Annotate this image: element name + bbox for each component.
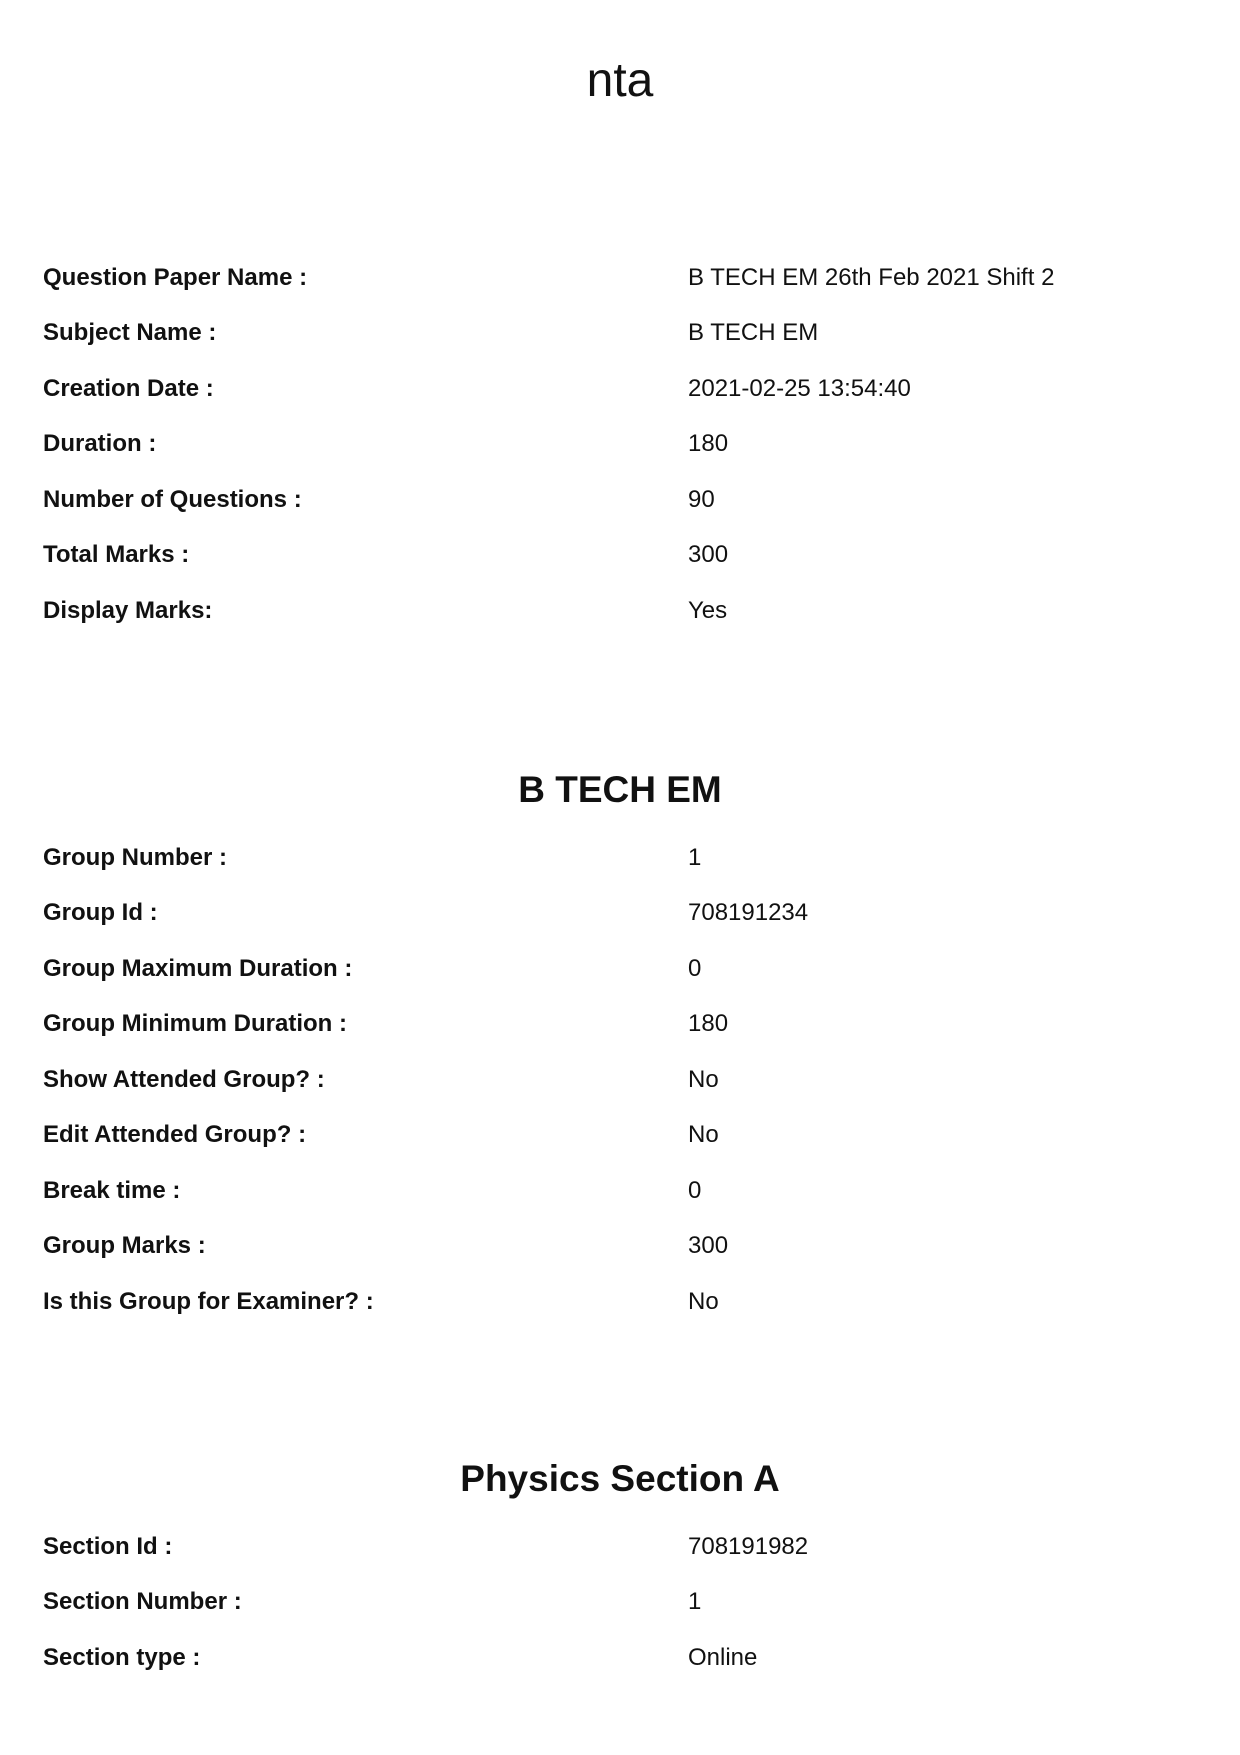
paper-info-row-subject (43, 306, 1193, 362)
break-time-value: 0 (688, 1176, 702, 1204)
duration-label: Duration : (43, 430, 157, 458)
section-id-value: 708191982 (688, 1532, 809, 1560)
group-row-examiner (43, 1274, 1193, 1330)
display-marks-label: Display Marks: (43, 596, 213, 624)
group-info-table (43, 830, 1193, 1330)
creation-date-label: Creation Date : (43, 374, 214, 402)
paper-info-row-display-marks (43, 583, 1193, 639)
show-attended-group-label: Show Attended Group? : (43, 1065, 325, 1093)
group-number-label: Group Number : (43, 843, 227, 871)
group-row-number (43, 830, 1193, 886)
group-row-min-duration (43, 997, 1193, 1053)
creation-date-value: 2021-02-25 13:54:40 (688, 374, 911, 402)
section-row-number (43, 1575, 1193, 1631)
total-marks-value: 300 (688, 541, 729, 569)
paper-info-row-name (43, 250, 1193, 306)
subject-name-label: Subject Name : (43, 319, 217, 347)
group-for-examiner-value: No (688, 1287, 719, 1315)
group-row-break-time (43, 1163, 1193, 1219)
group-marks-label: Group Marks : (43, 1232, 206, 1260)
group-row-marks (43, 1219, 1193, 1275)
section-id-label: Section Id : (43, 1532, 173, 1560)
group-max-duration-label: Group Maximum Duration : (43, 954, 353, 982)
section-number-label: Section Number : (43, 1588, 242, 1616)
section-row-type (43, 1630, 1193, 1686)
group-number-value: 1 (688, 843, 702, 871)
paper-info-row-questions (43, 472, 1193, 528)
group-heading: B TECH EM (518, 769, 722, 810)
document-title: nta (586, 54, 654, 107)
group-max-duration-value: 0 (688, 954, 702, 982)
display-marks-value: Yes (688, 596, 728, 624)
paper-info-row-total-marks (43, 528, 1193, 584)
group-id-label: Group Id : (43, 899, 158, 927)
show-attended-group-value: No (688, 1065, 719, 1093)
group-row-max-duration (43, 941, 1193, 997)
group-row-edit-attended (43, 1108, 1193, 1164)
edit-attended-group-value: No (688, 1121, 719, 1149)
paper-info-row-duration (43, 417, 1193, 473)
section-heading: Physics Section A (460, 1458, 780, 1499)
section-type-value: Online (688, 1643, 758, 1671)
group-for-examiner-label: Is this Group for Examiner? : (43, 1287, 374, 1315)
section-info-table (43, 1519, 1193, 1686)
edit-attended-group-label: Edit Attended Group? : (43, 1121, 307, 1149)
question-paper-name-label: Question Paper Name : (43, 263, 308, 291)
paper-info-table (43, 250, 1193, 639)
number-of-questions-value: 90 (688, 485, 715, 513)
section-row-id (43, 1519, 1193, 1575)
subject-name-value: B TECH EM (688, 319, 819, 347)
group-row-id (43, 886, 1193, 942)
group-min-duration-value: 180 (688, 1010, 729, 1038)
section-number-value: 1 (688, 1588, 702, 1616)
group-marks-value: 300 (688, 1232, 729, 1260)
question-paper-name-value: B TECH EM 26th Feb 2021 Shift 2 (688, 263, 1055, 291)
group-id-value: 708191234 (688, 899, 809, 927)
duration-value: 180 (688, 430, 729, 458)
section-type-label: Section type : (43, 1643, 201, 1671)
number-of-questions-label: Number of Questions : (43, 485, 302, 513)
group-row-show-attended (43, 1052, 1193, 1108)
break-time-label: Break time : (43, 1176, 181, 1204)
group-min-duration-label: Group Minimum Duration : (43, 1010, 347, 1038)
paper-info-row-creation-date (43, 361, 1193, 417)
total-marks-label: Total Marks : (43, 541, 190, 569)
